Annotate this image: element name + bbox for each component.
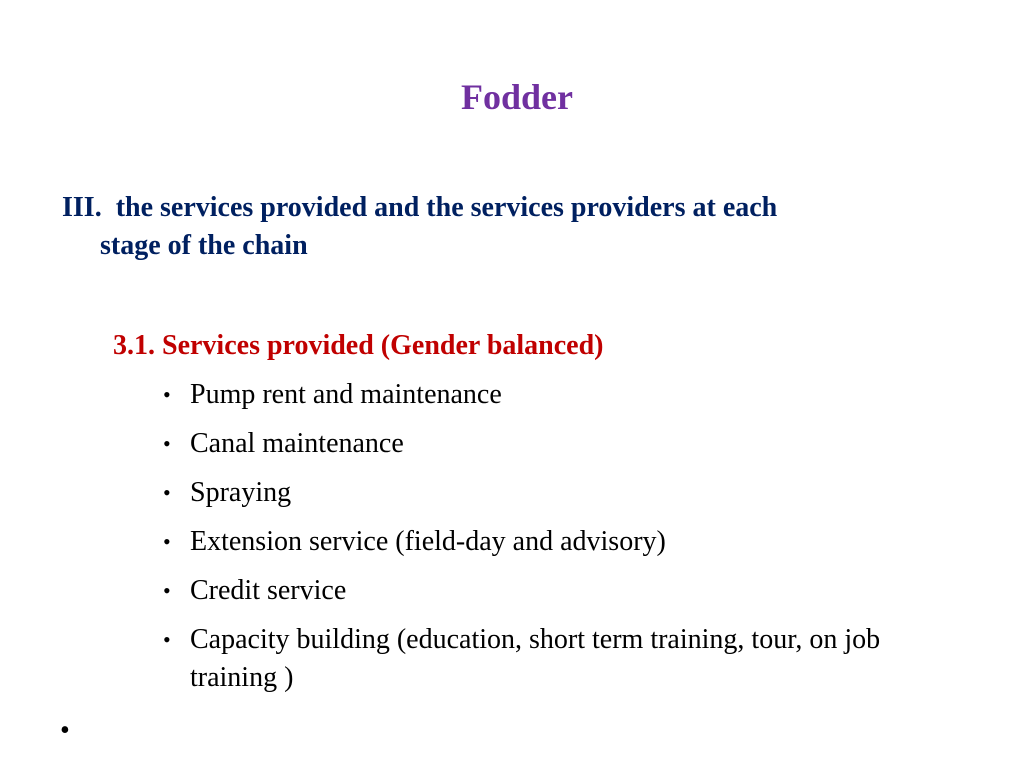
bullet-icon: • [163, 480, 171, 505]
bullet-icon: • [163, 627, 171, 652]
section-heading-line2: stage of the chain [100, 230, 308, 261]
bullet-icon: • [163, 382, 171, 407]
list-item-text: Credit service [190, 575, 347, 606]
list-item [160, 621, 960, 697]
services-list [160, 376, 960, 708]
list-item-text: Canal maintenance [190, 428, 404, 459]
section-heading [62, 189, 962, 265]
subsection-heading: 3.1. Services provided (Gender balanced) [113, 330, 604, 361]
list-item-text: Extension service (field-day and advisory) [190, 526, 666, 557]
slide-title: Fodder [461, 77, 573, 117]
list-item [160, 523, 960, 561]
list-item [160, 376, 960, 414]
list-item [160, 425, 960, 463]
bullet-icon: • [163, 578, 171, 603]
list-item-text: Spraying [190, 477, 292, 508]
bullet-icon: • [163, 431, 171, 456]
empty-bullet-icon: • [60, 715, 70, 746]
section-heading-line1: the services provided and the services providers at each [115, 192, 778, 223]
list-item [160, 572, 960, 610]
list-item [160, 474, 960, 512]
list-item-text: Pump rent and maintenance [190, 379, 502, 410]
list-item-text: Capacity building (education, short term training, tour, on job training ) [190, 624, 881, 693]
section-number: III. [62, 192, 102, 223]
bullet-icon: • [163, 529, 171, 554]
